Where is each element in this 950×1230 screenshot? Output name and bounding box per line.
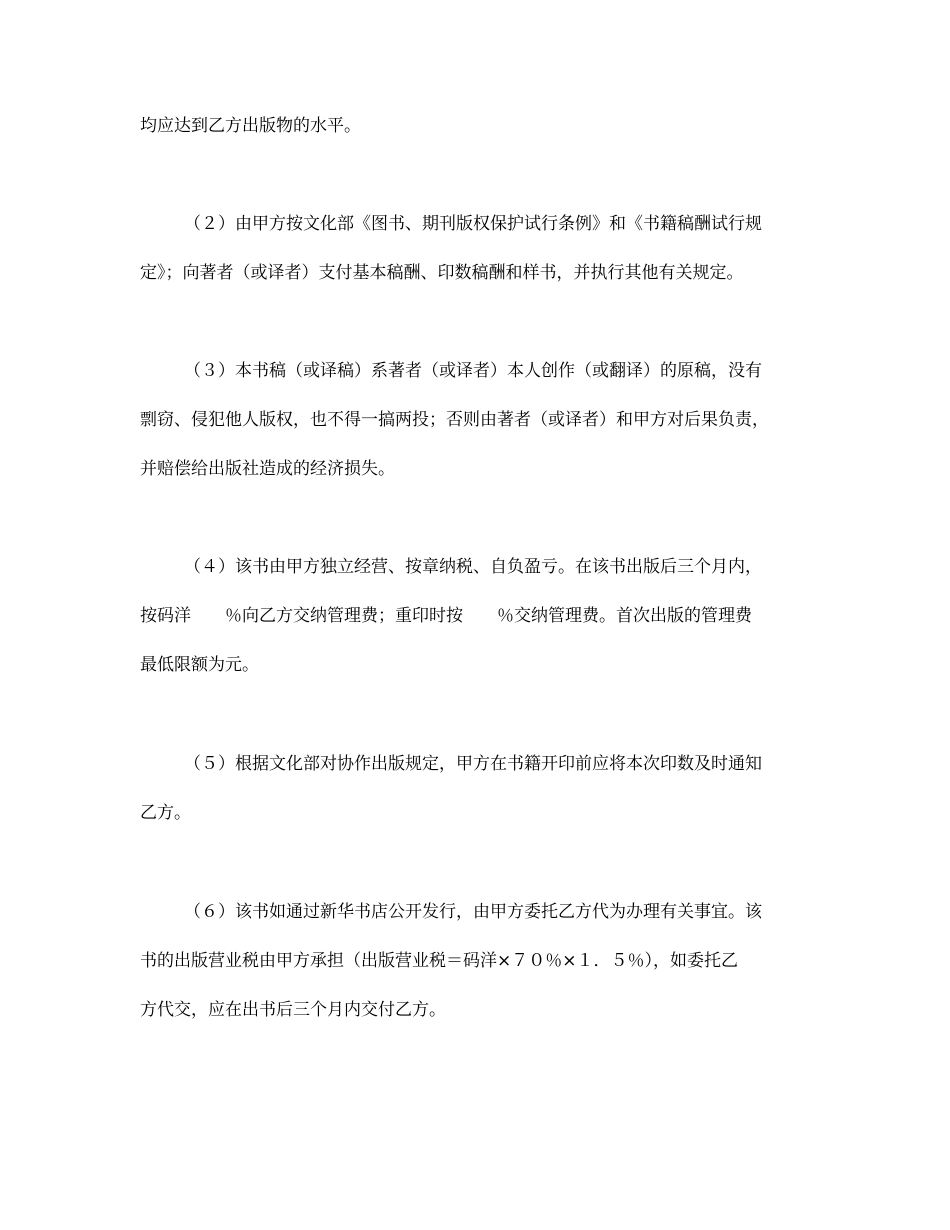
text-line: 按码洋 ％向乙方交纳管理费；重印时按 ％交纳管理费。首次出版的管理费 (140, 606, 752, 626)
text-line: （５）根据文化部对协作出版规定，甲方在书籍开印前应将本次印数及时通知 (184, 754, 762, 774)
paragraph-clause-2 (140, 200, 820, 298)
text-line: （６）该书如通过新华书店公开发行，由甲方委托乙方代为办理有关事宜。该 (184, 902, 762, 922)
text-line: 均应达到乙方出版物的水平。 (140, 116, 361, 136)
paragraph-clause-3 (140, 347, 820, 494)
paragraph-clause-6 (140, 888, 820, 1035)
text-line: 书的出版营业税由甲方承担（出版营业税＝码洋×７０％×１．５％），如委托乙 (140, 951, 738, 971)
text-line: 方代交，应在出书后三个月内交付乙方。 (140, 1000, 446, 1020)
text-line: （４）该书由甲方独立经营、按章纳税、自负盈亏。在该书出版后三个月内， (184, 557, 762, 577)
paragraph-clause-4 (140, 543, 820, 690)
text-line: 并赔偿给出版社造成的经济损失。 (140, 459, 395, 479)
paragraph-continuation (140, 102, 820, 151)
text-line: 定》；向著者（或译者）支付基本稿酬、印数稿酬和样书，并执行其他有关规定。 (140, 263, 744, 283)
text-line: 乙方。 (140, 803, 191, 823)
text-line: （２）由甲方按文化部《图书、期刊版权保护试行条例》和《书籍稿酬试行规 (184, 214, 762, 234)
text-line: 剽窃、侵犯他人版权，也不得一搞两投；否则由著者（或译者）和甲方对后果负责， (140, 410, 769, 430)
text-line: （３）本书稿（或译稿）系著者（或译者）本人创作（或翻译）的原稿，没有 (184, 361, 762, 381)
paragraph-clause-5 (140, 740, 820, 838)
text-line: 最低限额为元。 (140, 655, 259, 675)
